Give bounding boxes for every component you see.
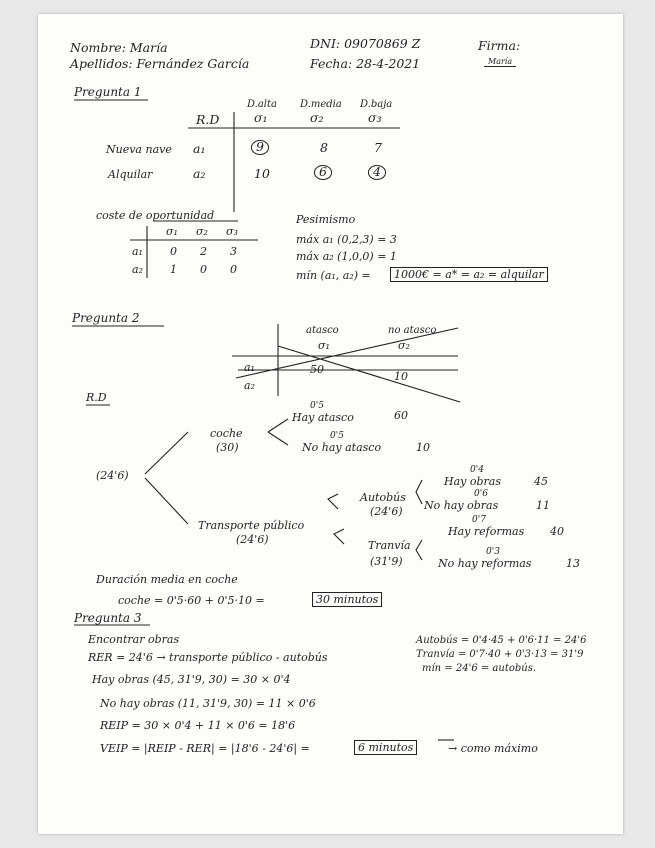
tree-reformas: Hay reformas <box>448 525 525 538</box>
tree-obras-val: 45 <box>534 475 548 488</box>
p3-no-hay-obras: No hay obras (11, 31'9, 30) = 11 × 0'6 <box>100 697 316 710</box>
tree-no-atasco-val: 10 <box>416 441 430 454</box>
firma-label: Firma: <box>478 38 521 53</box>
nombre: Nombre: María <box>70 40 168 55</box>
opp-state2: σ₂ <box>196 225 208 238</box>
opp-r1-act: a₁ <box>132 245 143 258</box>
tree-p-obras: 0'4 <box>470 465 484 475</box>
p1-row1-label: Nueva nave <box>106 143 172 156</box>
p1-state3: σ₃ <box>368 110 382 125</box>
tree-p-reformas: 0'7 <box>472 515 486 525</box>
tree-autobus: Autobús <box>360 491 406 504</box>
p3-side2: Tranvía = 0'7·40 + 0'3·13 = 31'9 <box>416 649 584 660</box>
fecha: Fecha: 28-4-2021 <box>310 56 421 71</box>
pes-result: 1000€ = a* = a₂ = alquilar <box>390 267 548 282</box>
tree-p-atasco: 0'5 <box>310 401 324 411</box>
tree-obras: Hay obras <box>444 475 501 488</box>
tree-no-reformas-val: 13 <box>566 557 580 570</box>
p3-rer: RER = 24'6 → transporte público - autobús <box>88 651 328 664</box>
p1-state1: σ₁ <box>254 110 268 125</box>
opp-r2-v2: 0 <box>200 263 207 276</box>
p1-col1: D.alta <box>247 99 277 110</box>
opp-r2-act: a₂ <box>132 263 143 276</box>
opp-r2-v3: 0 <box>230 263 237 276</box>
p1-r2-v3: 4 <box>368 165 386 180</box>
tree-brace-tranvia <box>416 540 422 560</box>
p1-r2-v1: 10 <box>254 166 270 181</box>
tree-chance-coche <box>268 419 288 445</box>
pes-line3a: mín (a₁, a₂) = <box>296 269 371 282</box>
tree-no-reformas: No hay reformas <box>438 557 532 570</box>
tree-autobus-val: (24'6) <box>370 505 403 518</box>
tree-tp-val: (24'6) <box>236 533 269 546</box>
tree-tranvia-val: (31'9) <box>370 555 403 568</box>
grid-v10: 10 <box>394 370 408 383</box>
apellidos: Apellidos: Fernández García <box>70 56 250 71</box>
opp-title: coste de oportunidad <box>96 209 215 222</box>
tree-brace-tp <box>328 494 344 544</box>
p3-side3: mín = 24'6 = autobús. <box>422 663 537 674</box>
p3-veip-note: → como máximo <box>448 742 538 755</box>
p2-title: Pregunta 2 <box>72 311 140 325</box>
grid-col2: no atasco <box>388 325 437 336</box>
p2-rd: R.D <box>86 391 107 404</box>
p3-side1: Autobús = 0'4·45 + 0'6·11 = 24'6 <box>416 635 587 646</box>
grid-s1: σ₁ <box>318 339 330 352</box>
grid-v50: 50 <box>310 363 324 376</box>
p1-r1-v1: 9 <box>251 140 269 155</box>
p3-reip: REIP = 30 × 0'4 + 11 × 0'6 = 18'6 <box>100 719 296 732</box>
grid-a1: a₁ <box>244 361 255 374</box>
pes-line1: máx a₁ (0,2,3) = 3 <box>296 233 397 246</box>
tree-branch-tp <box>145 478 188 524</box>
tree-coche-val: (30) <box>216 441 239 454</box>
p1-rd: R.D <box>196 112 220 127</box>
duracion-result: 30 minutos <box>312 592 382 607</box>
tree-atasco-val: 60 <box>394 409 408 422</box>
p1-col2: D.media <box>300 99 342 110</box>
p1-r1-v3: 7 <box>374 140 382 155</box>
p1-r2-v2: 6 <box>314 165 332 180</box>
p1-row2-act: a₂ <box>193 166 206 181</box>
opp-r2-v1: 1 <box>170 263 177 276</box>
dni: DNI: 09070869 Z <box>310 36 421 51</box>
p3-veip: VEIP = |REIP - RER| = |18'6 - 24'6| = <box>100 742 310 755</box>
grid-col1: atasco <box>306 325 339 336</box>
tree-branch-coche <box>145 432 188 474</box>
tree-p-no-reformas: 0'3 <box>486 547 500 557</box>
p1-state2: σ₂ <box>310 110 324 125</box>
p1-row1-act: a₁ <box>193 141 206 156</box>
tree-atasco: Hay atasco <box>292 411 354 424</box>
p3-hay-obras: Hay obras (45, 31'9, 30) = 30 × 0'4 <box>92 673 291 686</box>
p1-r1-v2: 8 <box>320 140 328 155</box>
tree-tp: Transporte público <box>198 519 305 532</box>
duracion-calc: coche = 0'5·60 + 0'5·10 = <box>118 594 265 607</box>
grid-s2: σ₂ <box>398 339 410 352</box>
p1-row2-label: Alquilar <box>108 168 153 181</box>
p1-title: Pregunta 1 <box>74 85 142 99</box>
tree-no-obras: No hay obras <box>424 499 499 512</box>
tree-no-atasco: No hay atasco <box>302 441 382 454</box>
tree-p-no-atasco: 0'5 <box>330 431 344 441</box>
p3-title: Pregunta 3 <box>74 611 142 625</box>
tree-root: (24'6) <box>96 469 129 482</box>
grid-a2: a₂ <box>244 379 255 392</box>
tree-no-obras-val: 11 <box>536 499 550 512</box>
p3-veip-result: 6 minutos <box>354 740 417 755</box>
exam-page <box>38 14 623 834</box>
handwritten-lines <box>38 14 623 834</box>
tree-reformas-val: 40 <box>550 525 564 538</box>
tree-brace-autobus <box>416 480 422 504</box>
firma-signature: María <box>484 58 516 67</box>
tree-tranvia: Tranvía <box>368 539 411 552</box>
p3-encontrar: Encontrar obras <box>88 633 180 646</box>
tree-p-no-obras: 0'6 <box>474 489 488 499</box>
opp-r1-v3: 3 <box>230 245 237 258</box>
opp-state3: σ₃ <box>226 225 238 238</box>
opp-r1-v2: 2 <box>200 245 207 258</box>
opp-state1: σ₁ <box>166 225 178 238</box>
p1-col3: D.baja <box>360 99 393 110</box>
p2-grid-cross2 <box>278 346 460 402</box>
pes-title: Pesimismo <box>296 213 356 226</box>
opp-r1-v1: 0 <box>170 245 177 258</box>
tree-coche: coche <box>210 427 243 440</box>
duracion-title: Duración media en coche <box>96 573 238 586</box>
pes-line2: máx a₂ (1,0,0) = 1 <box>296 250 397 263</box>
